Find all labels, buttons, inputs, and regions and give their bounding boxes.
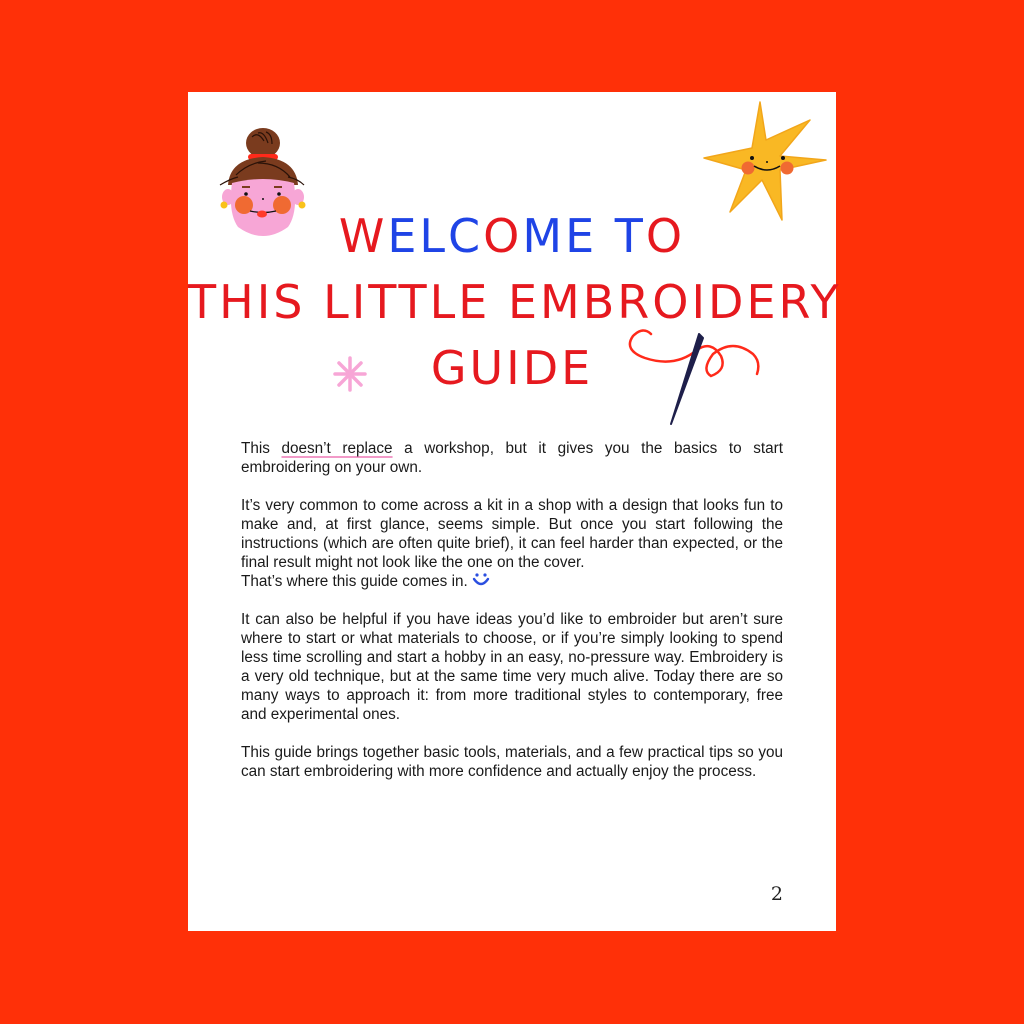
text-run: It’s very common to come across a kit in a shop with a design that looks fun to make and, at first glance, seems simple. But once you start following the instructions (which are often quite brief), it can feel harder than expected, or the final result might not look like the one on the cover. [241, 497, 783, 571]
title-segment: ELC [387, 209, 484, 264]
document-page [188, 92, 842, 931]
text-run: This [241, 440, 282, 457]
title-line-1 [188, 209, 836, 264]
title-segment: ME [522, 209, 598, 264]
paragraph-4: This guide brings together basic tools, materials, and a few practical tips so you can start embroidering with more confidence and actually enjoy the process. [241, 744, 783, 780]
title-segment: O [483, 209, 523, 264]
underlined-phrase: doesn’t replace [281, 440, 393, 457]
title-line-2: THIS LITTLE EMBROIDERY [188, 275, 842, 330]
text-run: a workshop, but it gives you the basics to start embroidering on your own. [241, 440, 783, 476]
body-text [241, 439, 783, 800]
pink-asterisk-icon [330, 354, 370, 394]
paragraph-2 [241, 496, 783, 591]
paragraph-1 [241, 439, 783, 477]
needle-thread-icon [623, 324, 773, 434]
title-line-3: GUIDE [430, 341, 594, 396]
text-run: That’s where this guide comes in. [241, 573, 468, 590]
smiley-icon [472, 572, 490, 588]
title-segment: W [338, 209, 388, 264]
title-segment: T [614, 209, 646, 264]
page-number: 2 [770, 883, 783, 905]
paragraph-3: It can also be helpful if you have ideas you’d like to embroider but aren’t sure where to start or what materials to choose, or if you’re simply looking to spend less time scrolling and start a hobby in an easy, no-pressure way. Embroidery is a very old technique, but at the same time very much alive. Today there are so many ways to approach it: from more traditional styles to contemporary, free and experimental ones. [241, 611, 783, 723]
smiling-star-icon [700, 100, 830, 228]
title-segment: O [645, 209, 686, 264]
